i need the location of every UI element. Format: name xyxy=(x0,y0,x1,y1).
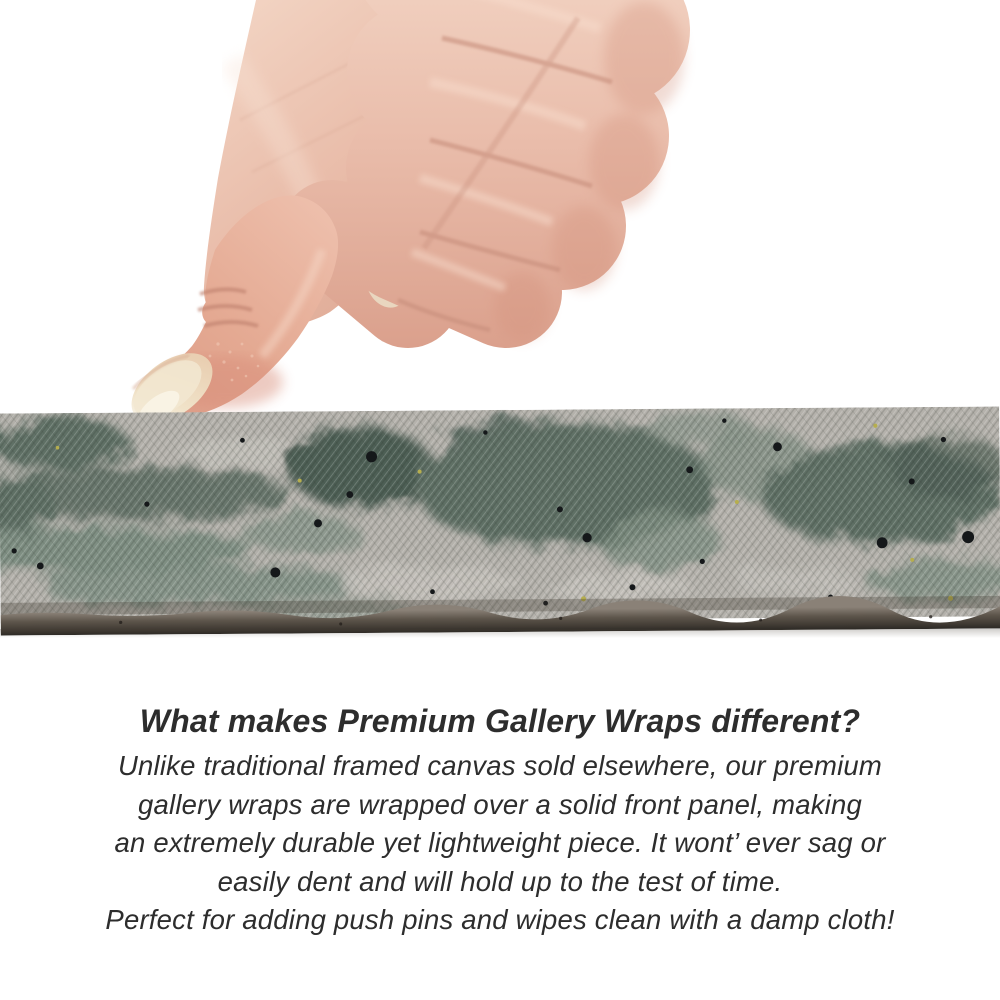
hand-pressing-canvas-illustration xyxy=(0,0,1000,450)
canvas-texture-svg xyxy=(0,407,1000,636)
body-line: Unlike traditional framed canvas sold elsewhere, our premium xyxy=(117,750,882,781)
canvas-edge-strip xyxy=(0,407,1000,636)
thumb xyxy=(119,196,338,437)
hand-photo xyxy=(0,0,1000,450)
body-line: Perfect for adding push pins and wipes clean with a damp cloth! xyxy=(105,904,895,936)
fist-fingers xyxy=(398,0,684,340)
canvas-weave-cross xyxy=(0,407,1000,624)
strip-drop-shadow xyxy=(0,629,1000,638)
page-title: What makes Premium Gallery Wraps different? xyxy=(139,703,861,739)
body-line: an extremely durable yet lightweight piece. It wont’ ever sag or xyxy=(114,827,886,859)
body-line: gallery wraps are wrapped over a solid front panel, making xyxy=(138,788,862,820)
description-text-block xyxy=(0,700,1000,940)
body-line: easily dent and will hold up to the test of time. xyxy=(217,865,783,897)
